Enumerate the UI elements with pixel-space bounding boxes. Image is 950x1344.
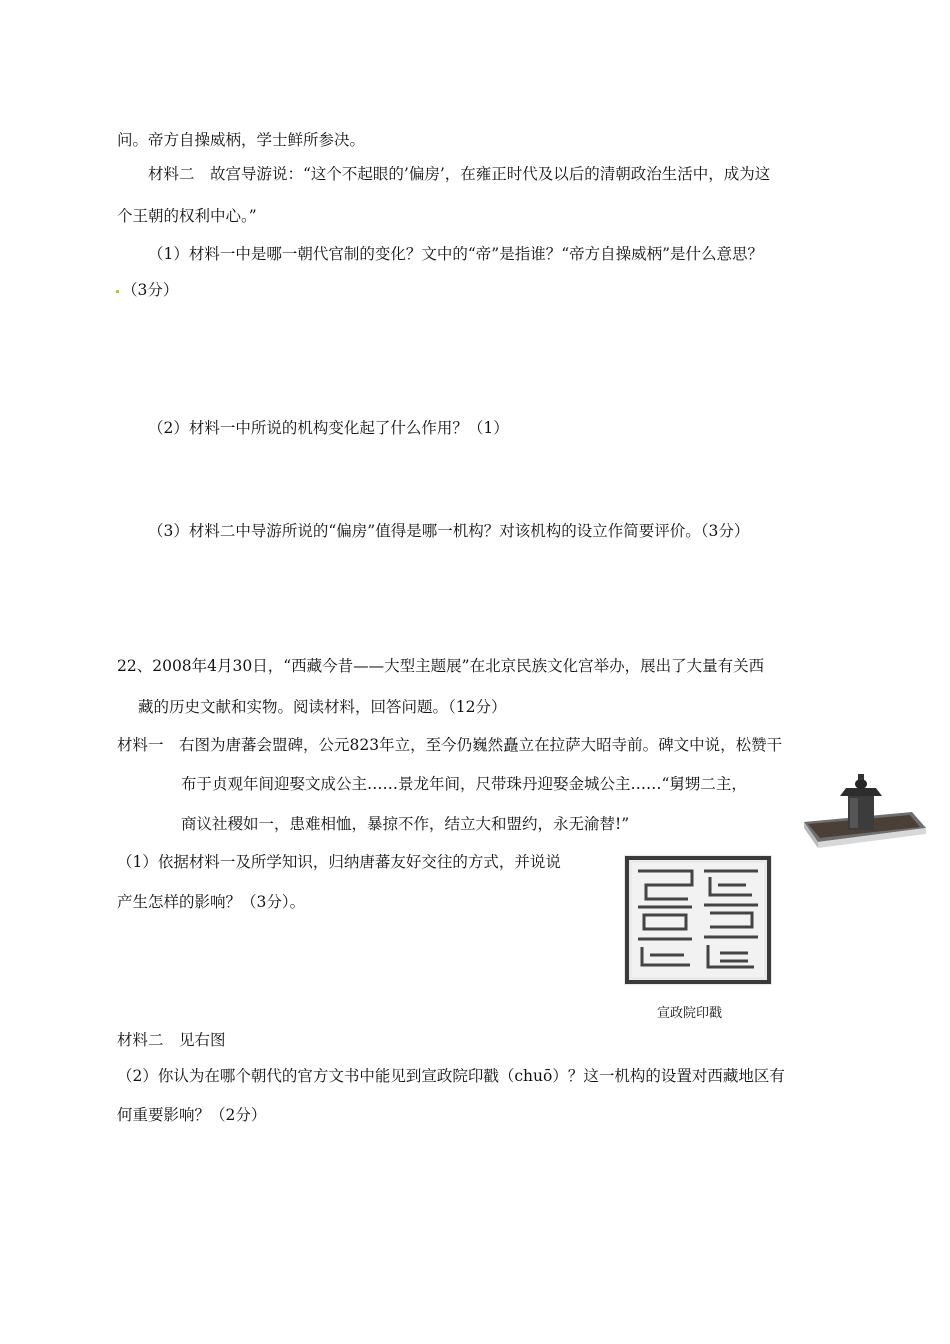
section-22: 22、2008年4月30日，“西藏今昔——大型主题展”在北京民族文化宫举办，展出了大量有关西: [117, 657, 765, 675]
material-1: 商议社稷如一，患难相恤，暴掠不作，结立大和盟约，永无渝替!”: [181, 815, 630, 833]
xuanzheng-yuan-seal-image: [624, 855, 772, 985]
question-1-score: （3分）: [122, 281, 179, 299]
text-line: 问。帝方自操威柄，学士鲜所参决。: [117, 131, 366, 149]
material-1: 材料一 右图为唐蕃会盟碑，公元823年立，至今仍巍然矗立在拉萨大昭寺前。碑文中说，松赞干: [117, 736, 783, 754]
section-22: 藏的历史文献和实物。阅读材料，回答问题。（12分）: [138, 698, 507, 716]
marker-dot: [116, 290, 119, 293]
question-3: （3）材料二中导游所说的“偏房”值得是哪一机构？对该机构的设立作简要评价。（3分）: [148, 522, 750, 540]
question-a1: 产生怎样的影响？（3分）。: [117, 893, 306, 911]
question-a1: （1）依据材料一及所学知识，归纳唐蕃友好交往的方式，并说说: [117, 853, 561, 871]
material-1: 布于贞观年间迎娶文成公主……景龙年间，尺带珠丹迎娶金城公主……“舅甥二主，: [181, 775, 747, 793]
text-line: 材料二 故宫导游说：“这个不起眼的’偏房’，在雍正时代及以后的清朝政治生活中，成为这: [148, 165, 771, 183]
text-line: 个王朝的权利中心。”: [117, 207, 257, 225]
tang-tibet-alliance-stele-image: [800, 772, 928, 856]
material-2: 材料二 见右图: [117, 1031, 226, 1049]
question-2: （2）材料一中所说的机构变化起了什么作用？（1）: [148, 419, 509, 437]
question-1: （1）材料一中是哪一朝代官制的变化？文中的“帝”是指谁？“帝方自操威柄”是什么意思？: [148, 245, 764, 263]
question-b1: （2）你认为在哪个朝代的官方文书中能见到宣政院印戳（chuō）？这一机构的设置对西藏地区有: [117, 1067, 785, 1085]
seal-caption: 宣政院印戳: [657, 1006, 723, 1021]
question-b1: 何重要影响？（2分）: [117, 1106, 267, 1124]
